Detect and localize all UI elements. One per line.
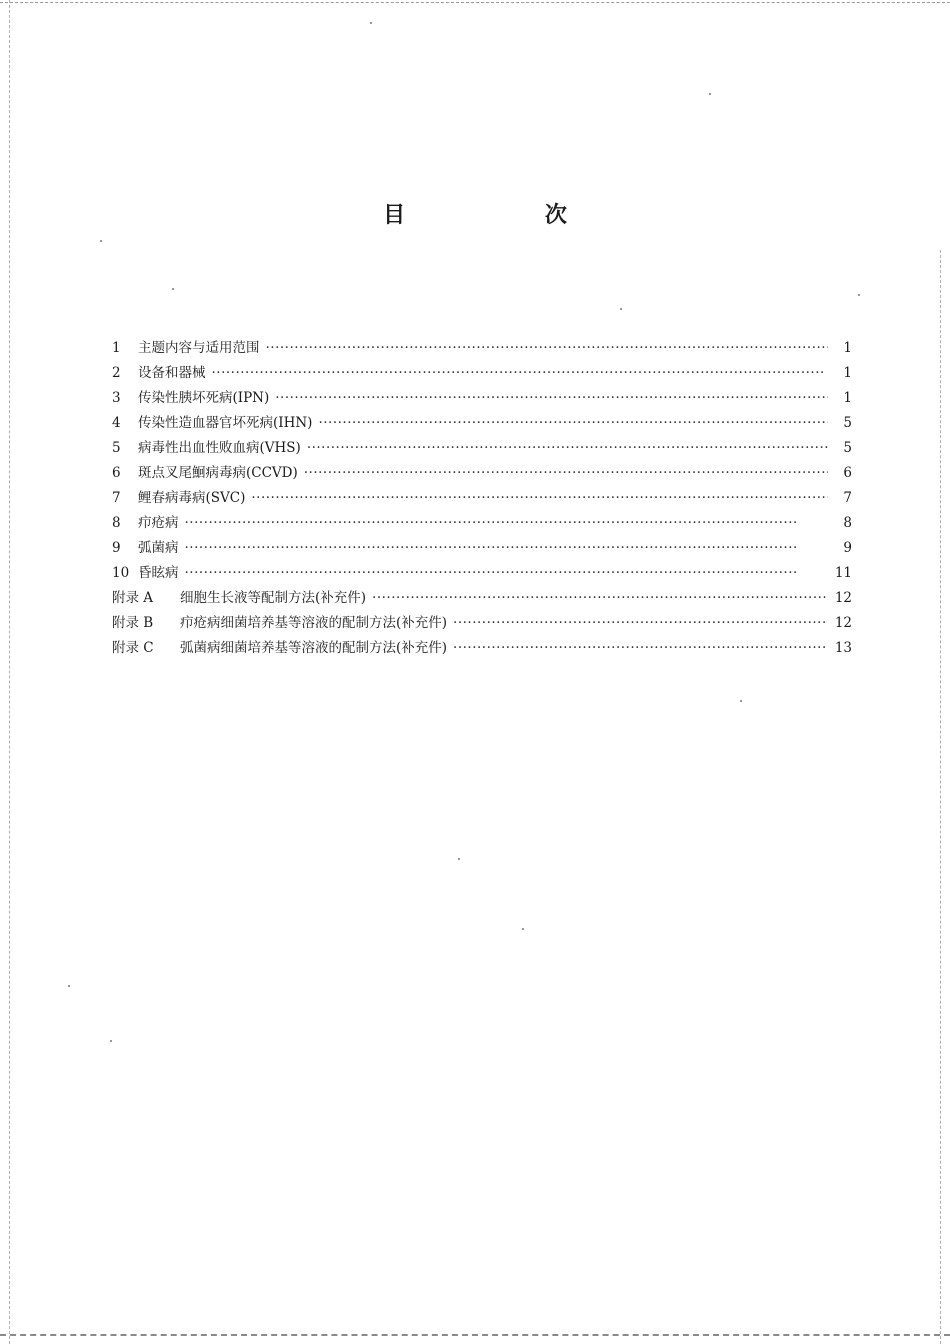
toc-entry-number: 9: [112, 540, 121, 556]
toc-leader-dots: [453, 611, 828, 636]
toc-entry-label: 传染性胰坏死病(IPN): [138, 390, 270, 406]
scan-speck: [110, 1040, 112, 1042]
toc-appendix-number: 附录 A: [112, 590, 154, 606]
scan-speck: [370, 22, 372, 24]
toc-leader-dots: [275, 386, 828, 411]
scan-speck: [458, 858, 460, 860]
scan-speck: [858, 294, 860, 296]
toc-entry-label: 弧菌病细菌培养基等溶液的配制方法(补充件): [180, 640, 448, 656]
toc-entry[interactable]: [112, 511, 852, 536]
toc-entry-number: 1: [112, 340, 121, 356]
toc-leader-dots: [372, 586, 828, 611]
toc-appendix-entry[interactable]: [112, 611, 852, 636]
toc-entry[interactable]: [112, 336, 852, 361]
toc-entry-label: 昏眩病: [138, 565, 179, 581]
toc-leader-dots: [318, 411, 828, 436]
toc-entry-page: 1: [843, 340, 852, 356]
toc-entry-label: 细胞生长液等配制方法(补充件): [180, 590, 367, 606]
toc-entry-label: 疖疮病: [138, 515, 179, 531]
toc-leader-dots: [266, 336, 829, 361]
toc-entry[interactable]: [112, 386, 852, 411]
toc-entry-label: 弧菌病: [138, 540, 179, 556]
toc-entry-page: 1: [843, 390, 852, 406]
toc-entry-label: 鲤春病毒病(SVC): [138, 490, 246, 506]
toc-entry-label: 传染性造血器官坏死病(IHN): [138, 415, 313, 431]
toc-appendix-entry[interactable]: [112, 636, 852, 661]
toc-entry-number: 3: [112, 390, 121, 406]
toc-entry-label: 病毒性出血性败血病(VHS): [138, 440, 301, 456]
toc-leader-dots: [453, 636, 828, 661]
toc-entry[interactable]: [112, 461, 852, 486]
toc-entry-number: 10: [112, 565, 130, 581]
toc-leader-dots: [185, 561, 829, 586]
toc-entry[interactable]: [112, 486, 852, 511]
toc-entry[interactable]: [112, 436, 852, 461]
toc-entry-page: 12: [834, 615, 852, 631]
toc-leader-dots: [251, 486, 828, 511]
toc-leader-dots: [185, 511, 829, 536]
toc-entry-number: 8: [112, 515, 121, 531]
toc-appendix-entry[interactable]: [112, 586, 852, 611]
scan-border-bottom: [0, 1334, 950, 1336]
toc-entry[interactable]: [112, 536, 852, 561]
toc-entry-number: 5: [112, 440, 121, 456]
toc-leader-dots: [307, 436, 828, 461]
toc-leader-dots: [185, 536, 829, 561]
toc-entry-page: 11: [834, 565, 852, 581]
scan-speck: [68, 985, 70, 987]
toc-entry-label: 主题内容与适用范围: [138, 340, 260, 356]
toc-entry-number: 6: [112, 465, 121, 481]
scan-speck: [522, 928, 524, 930]
scan-speck: [100, 240, 102, 242]
toc-entry-label: 斑点叉尾鮰病毒病(CCVD): [138, 465, 298, 481]
toc-entry-number: 7: [112, 490, 121, 506]
scan-border-right: [940, 250, 941, 1344]
toc-entry-page: 9: [843, 540, 852, 556]
page-title: 目 次: [383, 203, 633, 228]
toc-appendix-number: 附录 B: [112, 615, 154, 631]
scan-speck: [709, 93, 711, 95]
toc-entry-page: 8: [843, 515, 852, 531]
scan-speck: [620, 308, 622, 310]
scan-speck: [740, 700, 742, 702]
toc-entry[interactable]: [112, 411, 852, 436]
toc-entry-page: 7: [843, 490, 852, 506]
toc-leader-dots: [212, 361, 829, 386]
toc-entry-page: 1: [843, 365, 852, 381]
table-of-contents: [112, 336, 852, 661]
toc-appendix-number: 附录 C: [112, 640, 154, 656]
toc-entry-number: 4: [112, 415, 121, 431]
toc-leader-dots: [304, 461, 828, 486]
scan-border-top: [0, 2, 950, 3]
toc-entry-page: 5: [843, 415, 852, 431]
toc-entry[interactable]: [112, 361, 852, 386]
toc-entry-label: 疖疮病细菌培养基等溶液的配制方法(补充件): [180, 615, 448, 631]
toc-entry[interactable]: [112, 561, 852, 586]
toc-entry-number: 2: [112, 365, 121, 381]
toc-entry-page: 12: [834, 590, 852, 606]
toc-entry-label: 设备和器械: [138, 365, 206, 381]
toc-entry-page: 5: [843, 440, 852, 456]
toc-entry-page: 13: [834, 640, 852, 656]
scan-speck: [172, 288, 174, 290]
toc-entry-page: 6: [843, 465, 852, 481]
